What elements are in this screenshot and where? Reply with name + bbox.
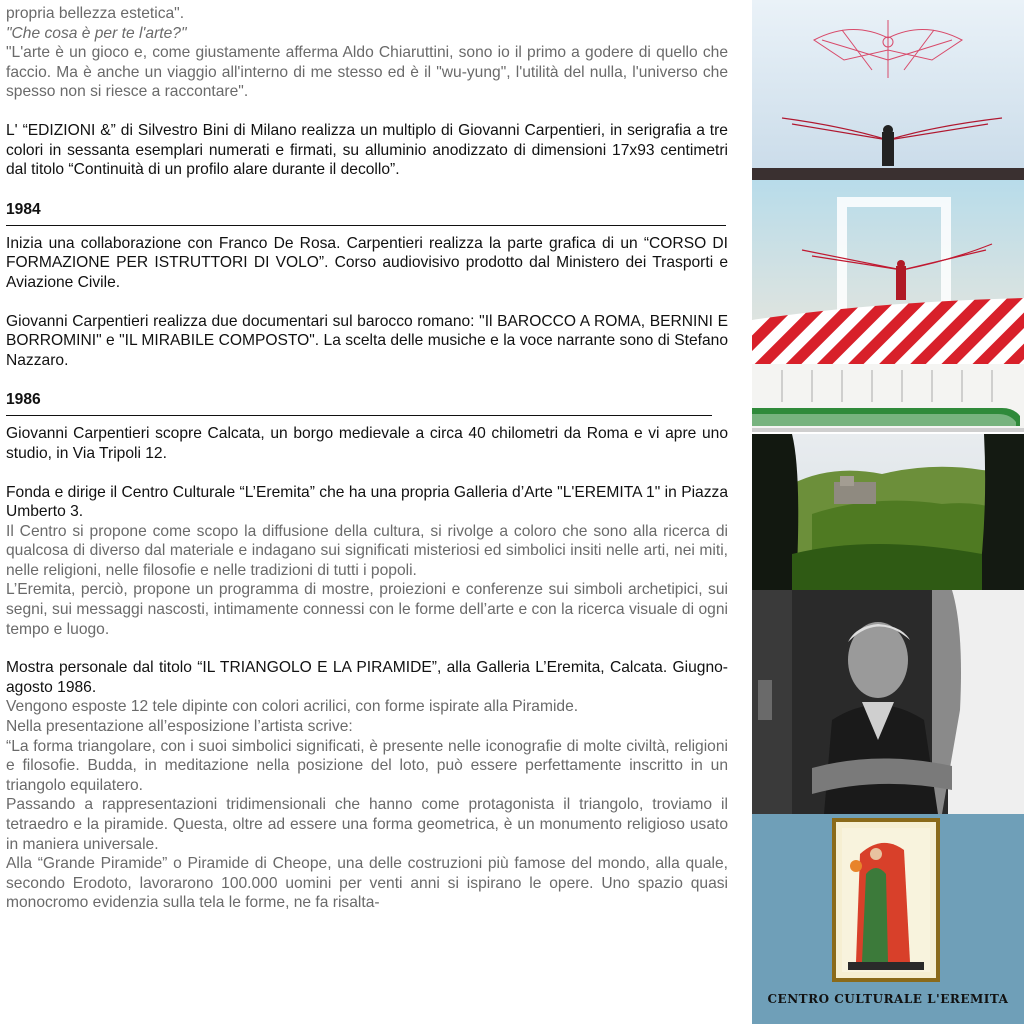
exhibition-title: Mostra personale dal titolo “IL TRIANGOLO E LA PIRAMIDE”, alla Galleria L’Eremita, Calcata. Giugno-agosto 1986. bbox=[6, 659, 728, 696]
exhibition-paragraph-1: Vengono esposte 12 tele dipinte con colori acrilici, con forme ispirate alla Piramide. bbox=[6, 698, 579, 716]
edizioni-paragraph: L' “EDIZIONI &” di Silvestro Bini di Milano realizza un multiplo di Giovanni Carpentieri, in serigrafia a tre colori in sessanta esemplari numerati e firmati, su alluminio anodizzato di dimensioni 17x93 centimetri dal titolo “Continuità di un profilo alare durante il decollo”. bbox=[6, 121, 728, 179]
interview-answer: "L'arte è un gioco e, come giustamente afferma Aldo Chiaruttini, sono io il primo a godere di quello che faccio. Ma è anche un viaggio all'interno di me stesso ed è il "wu-yung", l'utilità del nulla, l'universo che spesso non si riesce a raccontare". bbox=[6, 44, 728, 101]
year-heading-1984: 1984 bbox=[6, 200, 41, 218]
calcata-landscape-image bbox=[752, 434, 1024, 590]
exhibition-paragraph-3: “La forma triangolare, con i suoi simbolici significati, è presente nelle iconografie di molte civiltà, religioni e filosofie. Budda, in meditazione nella posizione del loto, può essere perfettamente inscritto in un triangolo equilatero. bbox=[6, 737, 728, 794]
wing-sketch-image bbox=[752, 0, 1024, 180]
paragraph-1984-course: Inizia una collaborazione con Franco De Rosa. Carpentieri realizza la parte grafica di un “CORSO DI FORMAZIONE PER ISTRUTTORI DI VOLO”. Corso audiovisivo prodotto dal Ministero dei Trasporti e Aviazione Civile. bbox=[6, 234, 728, 291]
artist-portrait-image bbox=[752, 590, 1024, 814]
poster-caption: CENTRO CULTURALE L'EREMITA bbox=[767, 992, 1009, 1006]
exhibition-paragraph-4: Passando a rappresentazioni tridimensionali che hanno come protagonista il triangolo, troviamo il tetraedro e la piramide. Questa, oltre ad essere una forma geometrica, è un monumento religioso usato in maniera universale. bbox=[6, 796, 728, 853]
exhibition-paragraph-2: Nella presentazione all’esposizione l’artista scrive: bbox=[6, 718, 353, 736]
paragraph-1984-documentaries: Giovanni Carpentieri realizza due documentari sul barocco romano: "Il BAROCCO A ROMA, BERNINI E BORROMINI" e "IL MIRABILE COMPOSTO". La scelta delle musiche e la voce narrante sono di Stefano Nazzaro. bbox=[6, 312, 728, 369]
centro-culturale-poster bbox=[752, 814, 1024, 1024]
paragraph-1986-program: L’Eremita, perciò, propone un programma di mostre, proiezioni e conferenze sui simboli archetipici, sui segni, sui messaggi nascosti, intimamente connessi con le forme dell’arte e con la ricerca visuale di ogni tempo e luogo. bbox=[6, 581, 728, 638]
exhibition-paragraph-5: Alla “Grande Piramide” o Piramide di Cheope, una delle costruzioni più famose del mondo, alla quale, secondo Erodoto, lavorarono 100.000 uomini per venti anni si ispirano le opere. Uno spazio quasi monocromo evidenzia sulla tela le forme, ne fa risalta- bbox=[6, 855, 728, 912]
biography-text bbox=[6, 4, 728, 913]
flyer-stripes-image bbox=[752, 180, 1024, 364]
profile-sequence-image bbox=[752, 364, 1024, 432]
paragraph-1986-scope: Il Centro si propone come scopo la diffusione della cultura, si rivolge a coloro che sono alla ricerca di qualcosa di diverso dal materiale e indagano sui significati misteriosi ed simbolici insiti nelle arti, nei miti, nelle religioni, nelle filosofie e nelle tradizioni di tutti i popoli. bbox=[6, 522, 728, 579]
year-heading-1986: 1986 bbox=[6, 391, 41, 409]
divider-1984 bbox=[6, 225, 726, 226]
interview-question: "Che cosa è per te l'arte?" bbox=[6, 24, 187, 42]
paragraph-1986-calcata: Giovanni Carpentieri scopre Calcata, un borgo medievale a circa 40 chilometri da Roma e vi apre uno studio, in Via Tripoli 12. bbox=[6, 425, 728, 462]
paragraph-1986-centro: Fonda e dirige il Centro Culturale “L’Eremita” che ha una propria Galleria d’Arte "L'EREMITA 1" in Piazza Umberto 3. bbox=[6, 483, 728, 521]
divider-1986 bbox=[6, 415, 712, 416]
intro-line: propria bellezza estetica". bbox=[6, 5, 185, 22]
